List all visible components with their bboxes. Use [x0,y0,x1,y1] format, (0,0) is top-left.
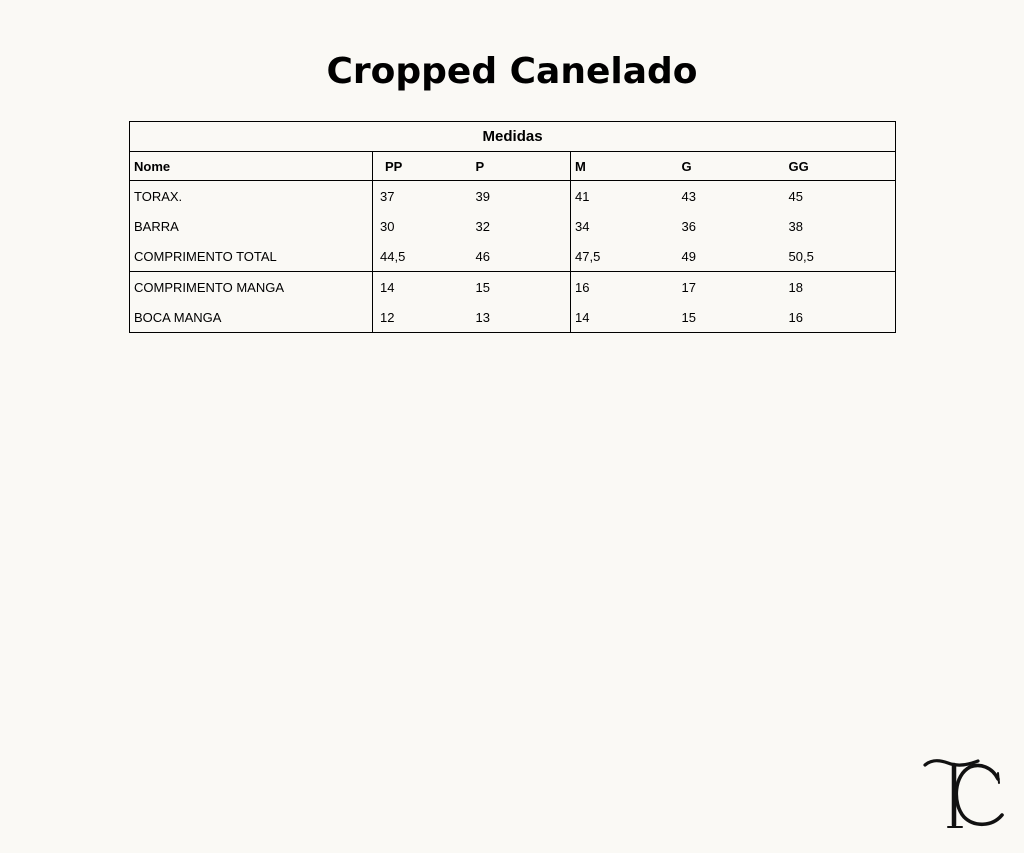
table-row [130,211,896,241]
cell-value: 34 [571,211,678,241]
cell-value: 39 [475,188,490,204]
cell-value: 15 [678,302,785,333]
header-name: Nome [130,152,373,181]
cell-value: 17 [681,279,696,295]
size-table [129,121,896,333]
table-row [130,272,896,303]
header-size-p: P [472,152,571,181]
cell-value: 16 [571,272,678,303]
table-caption-row [130,122,896,152]
cell-value: 14 [380,279,395,295]
page-title: Cropped Canelado [326,51,698,92]
cell-value: 32 [475,218,490,234]
table-header-row [130,152,896,181]
cell-value: 45 [785,181,896,212]
table-row [130,181,896,212]
header-size-pp: PP [373,152,472,181]
table-row [130,302,896,333]
cell-value: 15 [475,279,490,295]
cell-value: 46 [472,241,571,272]
cell-value: 49 [678,241,785,272]
header-size-g: G [678,152,785,181]
header-size-gg: GG [785,152,896,181]
row-label: BOCA MANGA [130,302,373,333]
cell-value: 43 [681,188,696,204]
table-caption: Medidas [130,122,896,152]
cell-value: 30 [380,218,395,234]
row-label: COMPRIMENTO TOTAL [130,241,373,272]
cell-value: 44,5 [373,241,472,272]
table-row [130,241,896,272]
cell-value: 16 [785,302,896,333]
header-size-m: M [571,152,678,181]
cell-value: 41 [571,181,678,212]
cell-value: 37 [380,188,395,204]
cell-value: 50,5 [785,241,896,272]
cell-value: 47,5 [571,241,678,272]
row-label: COMPRIMENTO MANGA [130,272,373,303]
cell-value: 38 [785,211,896,241]
row-label: BARRA [130,211,373,241]
cell-value: 14 [571,302,678,333]
row-label: TORAX. [130,181,373,212]
cell-value: 13 [472,302,571,333]
cell-value: 12 [373,302,472,333]
cell-value: 18 [785,272,896,303]
brand-logo [922,755,1006,831]
cell-value: 36 [681,218,696,234]
